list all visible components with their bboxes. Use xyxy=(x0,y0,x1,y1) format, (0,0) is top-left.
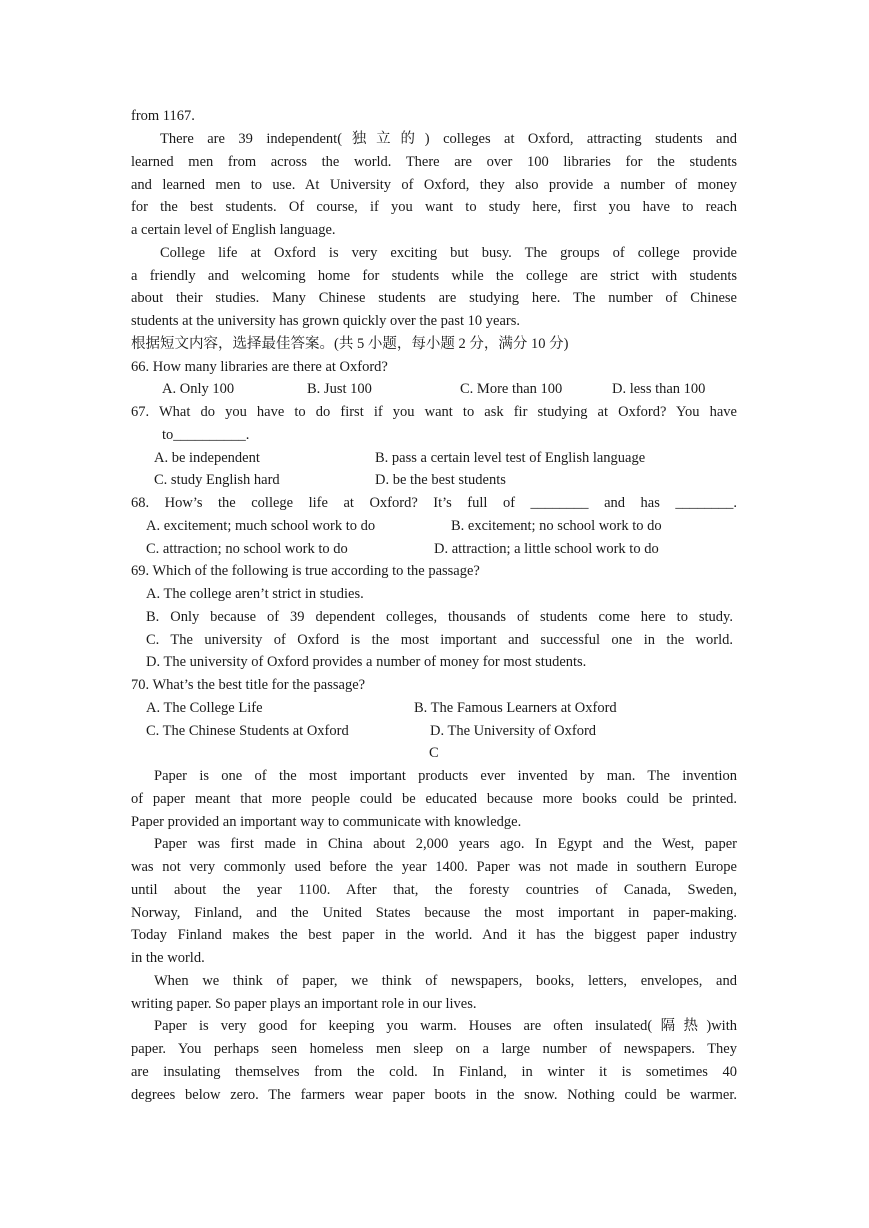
q69-option-d: D. The university of Oxford provides a number of money for most students. xyxy=(146,654,587,670)
q70-option-d: D. The University of Oxford xyxy=(430,723,597,739)
passage-c-p4-line: Paper is very good for keeping you warm. Houses are often insulated(隔热)with xyxy=(154,1018,737,1034)
passage-c-heading: C xyxy=(429,745,439,761)
passage-b-p2-line: about their studies. Many Chinese students are studying here. The number of Chinese xyxy=(131,290,737,306)
passage-b-p1-line: a certain level of English language. xyxy=(131,222,336,238)
question-67-stem-cont: to__________. xyxy=(162,427,250,443)
passage-b-p1-line: There are 39 independent(独立的) colleges at Oxford, attracting students and xyxy=(160,131,737,147)
passage-b-p2-line: College life at Oxford is very exciting but busy. The groups of college provide xyxy=(160,245,737,261)
question-66-stem: 66. How many libraries are there at Oxford? xyxy=(131,359,388,375)
passage-c-p2-line: was not very commonly used before the year 1400. Paper was not made in southern Europe xyxy=(131,859,737,875)
q67-option-b: B. pass a certain level test of English language xyxy=(375,450,646,466)
passage-c-p2-line: in the world. xyxy=(131,950,205,966)
passage-c-p2-line: Paper was first made in China about 2,000 years ago. In Egypt and the West, paper xyxy=(154,836,737,852)
q66-option-c: C. More than 100 xyxy=(460,381,563,397)
passage-b-line: from 1167. xyxy=(131,108,195,124)
passage-b-p2-line: students at the university has grown quickly over the past 10 years. xyxy=(131,313,521,329)
passage-c-p3-line: When we think of paper, we think of newspapers, books, letters, envelopes, and xyxy=(154,973,737,989)
question-69-stem: 69. Which of the following is true according to the passage? xyxy=(131,563,480,579)
passage-c-p4-line: paper. You perhaps seen homeless men sleep on a large number of newspapers. They xyxy=(131,1041,737,1057)
question-70-stem: 70. What’s the best title for the passage? xyxy=(131,677,366,693)
passage-c-p1-line: of paper meant that more people could be educated because more books could be printed. xyxy=(131,791,737,807)
q67-option-a: A. be independent xyxy=(154,450,260,466)
q69-option-b: B. Only because of 39 dependent colleges, thousands of students come here to study. xyxy=(146,609,733,625)
q67-option-d: D. be the best students xyxy=(375,472,506,488)
passage-b-p1-line: learned men from across the world. There are over 100 libraries for the students xyxy=(131,154,737,170)
question-68-stem: 68. How’s the college life at Oxford? It’s full of ________ and has ________. xyxy=(131,495,737,511)
q68-option-c: C. attraction; no school work to do xyxy=(146,541,348,557)
q70-option-c: C. The Chinese Students at Oxford xyxy=(146,723,349,739)
passage-c-p4-line: are insulating themselves from the cold. In Finland, in winter it is sometimes 40 xyxy=(131,1064,737,1080)
passage-c-p2-line: until about the year 1100. After that, the foresty countries of Canada, Sweden, xyxy=(131,882,737,898)
passage-c-p4-line: degrees below zero. The farmers wear paper boots in the snow. Nothing could be warmer. xyxy=(131,1087,737,1103)
q70-option-b: B. The Famous Learners at Oxford xyxy=(414,700,617,716)
q68-option-a: A. excitement; much school work to do xyxy=(146,518,376,534)
q67-option-c: C. study English hard xyxy=(154,472,280,488)
q68-option-b: B. excitement; no school work to do xyxy=(451,518,662,534)
instructions: 根据短文内容，选择最佳答案。(共 5 小题，每小题 2 分，满分 10 分) xyxy=(131,336,569,352)
passage-c-p1-line: Paper provided an important way to communicate with knowledge. xyxy=(131,814,522,830)
q69-option-c: C. The university of Oxford is the most important and successful one in the world. xyxy=(146,632,733,648)
passage-c-p2-line: Norway, Finland, and the United States because the most important in paper-making. xyxy=(131,905,737,921)
q70-option-a: A. The College Life xyxy=(146,700,263,716)
q69-option-a: A. The college aren’t strict in studies. xyxy=(146,586,364,602)
passage-b-p2-line: a friendly and welcoming home for students while the college are strict with students xyxy=(131,268,737,284)
passage-b-p1-line: for the best students. Of course, if you want to study here, first you have to reach xyxy=(131,199,737,215)
question-67-stem: 67. What do you have to do first if you want to ask fir studying at Oxford? You have xyxy=(131,404,737,420)
q68-option-d: D. attraction; a little school work to do xyxy=(434,541,659,557)
q66-option-b: B. Just 100 xyxy=(307,381,372,397)
passage-c-p1-line: Paper is one of the most important products ever invented by man. The invention xyxy=(154,768,737,784)
q66-option-a: A. Only 100 xyxy=(162,381,235,397)
q66-option-d: D. less than 100 xyxy=(612,381,706,397)
passage-b-p1-line: and learned men to use. At University of Oxford, they also provide a number of money xyxy=(131,177,737,193)
passage-c-p2-line: Today Finland makes the best paper in the world. And it has the biggest paper industry xyxy=(131,927,737,943)
passage-c-p3-line: writing paper. So paper plays an important role in our lives. xyxy=(131,996,477,1012)
